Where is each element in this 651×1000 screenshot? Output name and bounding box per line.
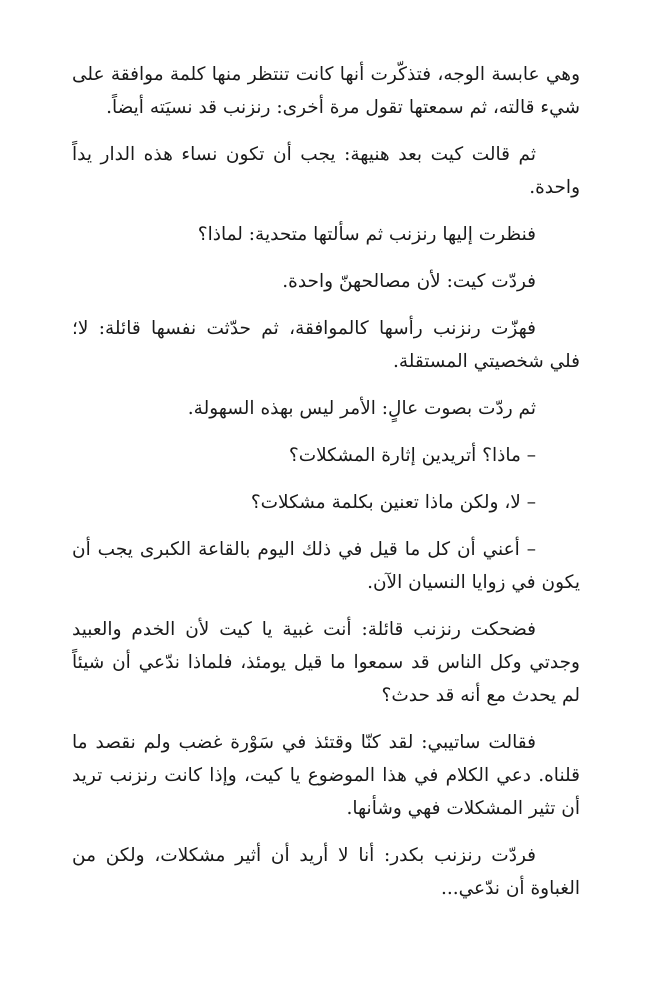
paragraph-12: فردّت رنزنب بكدر: أنا لا أريد أن أثير مشكلات، ولكن من الغباوة أن ندّعي...: [72, 845, 580, 899]
paragraph-10: فضحكت رنزنب قائلة: أنت غبية يا كيت لأن الخدم والعبيد وجدتي وكل الناس قد سمعوا ما قيل يومئذ، فلماذا ندّعي أن شيئاً لم يحدث مع أنه قد حدث؟: [72, 619, 580, 706]
paragraph-7: – ماذا؟ أتريدين إثارة المشكلات؟: [288, 445, 536, 466]
page-text: [72, 58, 580, 919]
paragraph-2: ثم قالت كيت بعد هنيهة: يجب أن تكون نساء هذه الدار يداً واحدة.: [72, 144, 580, 198]
paragraph-11: فقالت ساتيبي: لقد كنّا وقتئذ في سَوْرة غضب ولم نقصد ما قلناه. دعي الكلام في هذا الموضوع يا كيت، وإذا كانت رنزنب تريد أن تثير المشكلات فهي وشأنها.: [72, 732, 580, 819]
paragraph-3: فنظرت إليها رنزنب ثم سألتها متحدية: لماذا؟: [197, 224, 536, 245]
paragraph-9: – أعني أن كل ما قيل في ذلك اليوم بالقاعة الكبرى يجب أن يكون في زوايا النسيان الآن.: [72, 539, 580, 593]
paragraph-5: فهزّت رنزنب رأسها كالموافقة، ثم حدّثت نفسها قائلة: لا؛ فلي شخصيتي المستقلة.: [72, 318, 580, 372]
paragraph-4: فردّت كيت: لأن مصالحهنّ واحدة.: [282, 271, 536, 292]
paragraph-6: ثم ردّت بصوت عالٍ: الأمر ليس بهذه السهولة.: [187, 398, 536, 419]
paragraph-1: وهي عابسة الوجه، فتذكّرت أنها كانت تنتظر منها كلمة موافقة على شيء قالته، ثم سمعتها تقول مرة أخرى: رنزنب قد نسيَته أيضاً.: [72, 64, 580, 118]
paragraph-8: – لا، ولكن ماذا تعنين بكلمة مشكلات؟: [250, 492, 536, 513]
